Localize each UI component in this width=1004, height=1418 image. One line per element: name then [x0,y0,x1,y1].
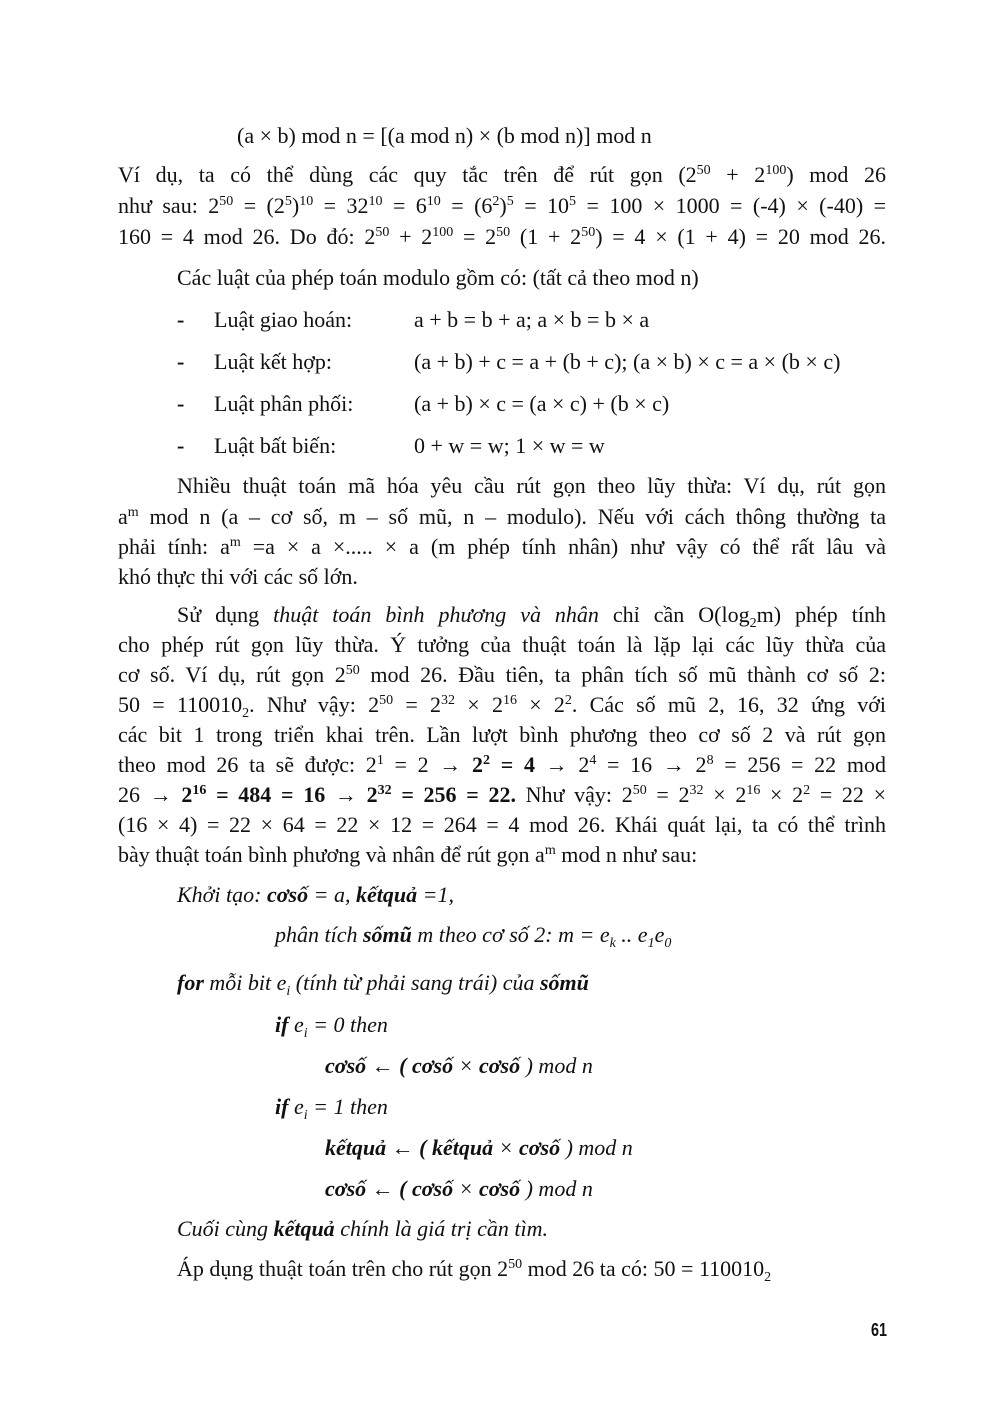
algo-end: Cuối cùng kếtquả chính là giá trị cần tìm. [177,1216,548,1241]
algo-step-square: cơsố ← ( cơsố × cơsố ) mod n [325,1053,593,1078]
p3-line-8: (16 × 4) = 22 × 64 = 22 × 12 = 264 = 4 mod 26. Khái quát lại, ta có thể trình [118,812,886,837]
page-number: 61 [871,1320,888,1340]
p1-line-2: như sau: $2^{50} = (2^5)^{10} = 32^{10} = 6^{10} = (6^2)^5 = 10^5 = 100 \times 1000 = (-4) \times (-40)$ = [118,193,886,218]
algo-init: Khởi tạo: cơsố = a, kếtquả =1, [177,882,454,907]
p3-line-3: cơ số. Ví dụ, rút gọn $2^{50}$ mod 26. Đầu tiên, ta phân tích số mũ thành cơ số 2: [118,662,886,687]
p2-line-4: khó thực thi với các số lớn. [118,564,358,589]
p1-line-3: 160 = 4 mod 26. Do đó: $2^{50} + 2^{100} = 2^{50}$ $(1 + 2^{50}) = 4 \times (1 + 4) = 20$ mod 26. [118,224,886,249]
p3-line-7: $26 \to 2^{16} = 484 = 16 \to 2^{32} = 256 = 22$. Như vậy: $2^{50} = 2^{32} \times 2^{16} \times 2^2 = 22$ × [118,782,887,807]
algo-for: for mỗi bit $e_i$ (tính từ phải sang trái) của sốmũ [177,970,589,999]
p3-line-9: bày thuật toán bình phương và nhân để rút gọn $a^m$ mod n như sau: [118,842,698,867]
p2-line-3: phải tính: $a^m =a \times a$ ×..... × a (m phép tính nhân) như vậy có thể rất lâu và [118,534,886,559]
algo-parse: phân tích sốmũ m theo cơ số 2: $m = e_k$ .. $e_1e_0$ [275,922,672,951]
p3-line-5: các bit 1 trong triển khai trên. Lần lượt bình phương theo cơ số 2 và rút gọn [118,722,886,747]
algo-if-one: if $e_i = 1$ then [275,1094,388,1123]
algo-if-zero: if $e_i = 0$ then [275,1012,388,1041]
formula-mod-product: (a × b) mod n = [(a mod n) × (b mod n)] mod n [237,123,652,148]
p3-line-1: Sử dụng thuật toán bình phương và nhân chỉ cần $O(\log_2m)$ phép tính [177,602,886,631]
p2-line-2: $a^m$ mod n (a – cơ số, m – số mũ, n – modulo). Nếu với cách thông thường ta [118,504,886,529]
algo-step-square-2: cơsố ← ( cơsố × cơsố ) mod n [325,1176,593,1201]
last-line: Áp dụng thuật toán trên cho rút gọn $2^{50}$ mod 26 ta có: $50 = 110010_2$ [177,1256,772,1285]
algo-step-multiply: kếtquả ← ( kếtquả × cơsố ) mod n [325,1135,633,1160]
p1-line-1: Ví dụ, ta có thể dùng các quy tắc trên để rút gọn $(2^{50} + 2^{100})$ mod 26 [118,162,886,187]
laws-intro: Các luật của phép toán modulo gồm có: (tất cả theo mod n) [177,265,699,290]
p2-line-1: Nhiều thuật toán mã hóa yêu cầu rút gọn theo lũy thừa: Ví dụ, rút gọn [177,473,886,498]
p3-line-6: theo mod 26 ta sẽ được: $2^1 = 2 \to 2^2 = 4 \to 2^4 = 16 \to 2^8 = 256 = 22$ mod [118,752,886,777]
p3-line-4: $50 = 110010_2$. Như vậy: $2^{50} = 2^{32} \times 2^{16} \times 2^2$. Các số mũ 2, 16, 32 ứng với [118,692,886,721]
p3-line-2: cho phép rút gọn lũy thừa. Ý tưởng của thuật toán là lặp lại các lũy thừa của [118,632,886,657]
